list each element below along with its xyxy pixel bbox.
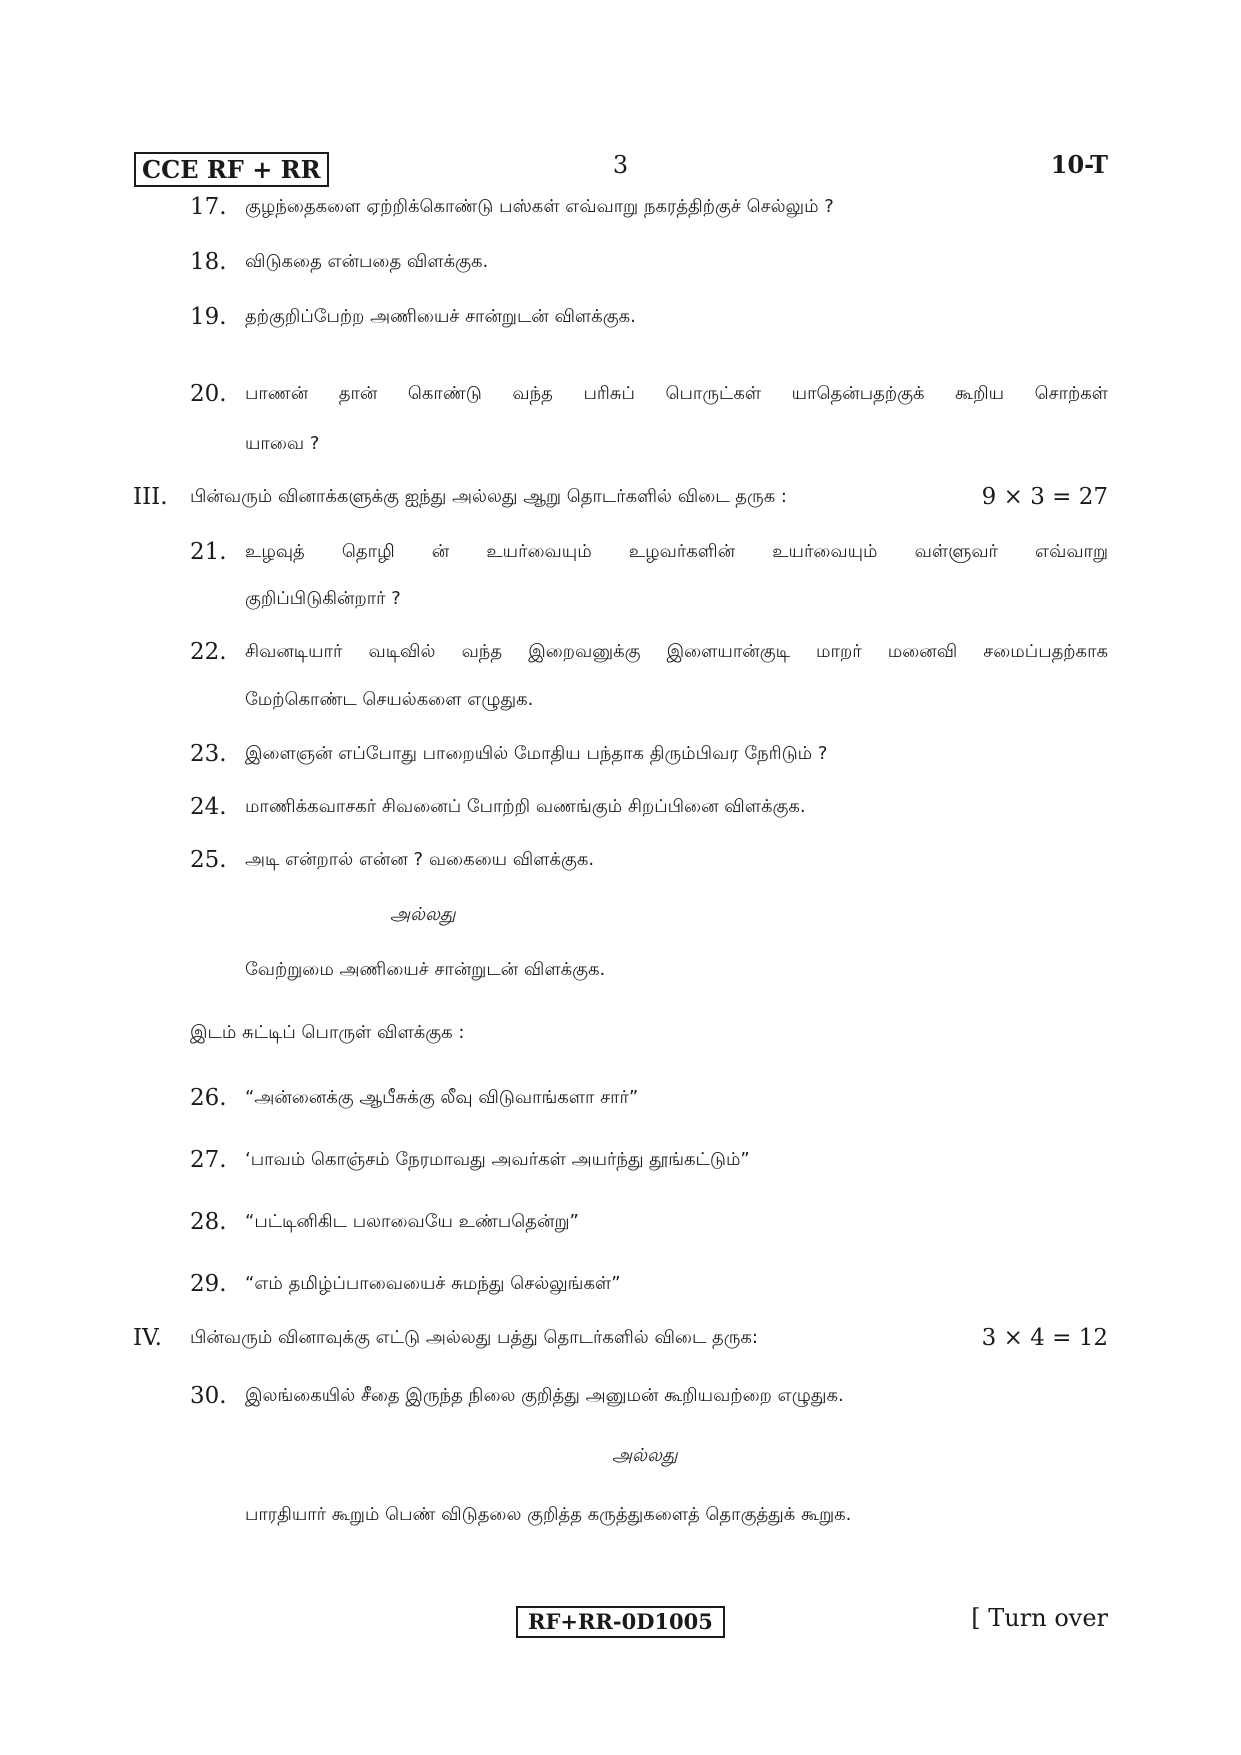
question-item (0, 1205, 1241, 1239)
question-item (0, 300, 1241, 334)
question-text: “அன்னைக்கு ஆபீசுக்கு லீவு விடுவாங்களா சார்” (245, 1087, 639, 1108)
question-number: 24. (190, 794, 227, 820)
question-alt-text: பாரதியார் கூறும் பெண் விடுதலை குறித்த கருத்துகளைத் தொகுத்துக் கூறுக. (245, 1504, 852, 1525)
context-instruction: இடம் சுட்டிப் பொருள் விளக்குக : (190, 1022, 465, 1043)
section-marks: 3 × 4 = 12 (981, 1325, 1108, 1351)
question-text: ‘பாவம் கொஞ்சம் நேரமாவது அவர்கள் அயர்ந்து தூங்கட்டும்” (245, 1149, 750, 1170)
section-heading (0, 1321, 1241, 1355)
question-text: விடுகதை என்பதை விளக்குக. (245, 251, 489, 272)
question-number: 25. (190, 847, 227, 873)
question-text: குழந்தைகளை ஏற்றிக்கொண்டு பஸ்கள் எவ்வாறு நகரத்திற்குச் செல்லும் ? (245, 196, 834, 217)
question-number: 20. (190, 381, 227, 407)
question-text-line1: சிவனடியார் வடிவில் வந்த இறைவனுக்கு இளையான்குடி மாறர் மனைவி சமைப்பதற்காக (245, 641, 1108, 662)
question-text: அடி என்றால் என்ன ? வகையை விளக்குக. (245, 849, 595, 870)
section-instruction: பின்வரும் வினாக்களுக்கு ஐந்து அல்லது ஆறு தொடர்களில் விடை தருக : (190, 486, 787, 507)
section-marks: 9 × 3 = 27 (981, 484, 1108, 510)
question-number: 29. (190, 1271, 227, 1297)
question-item (0, 245, 1241, 279)
question-alt-text: வேற்றுமை அணியைச் சான்றுடன் விளக்குக. (245, 959, 606, 980)
question-number: 23. (190, 741, 227, 767)
question-text-line2: குறிப்பிடுகின்றார் ? (245, 588, 401, 609)
section-roman-numeral: III. (133, 484, 168, 510)
question-number: 21. (190, 539, 227, 565)
question-text-line2: யாவை ? (245, 433, 320, 454)
question-item (0, 635, 1241, 669)
question-continuation (0, 427, 1241, 461)
header-right-code: 10-T (1050, 150, 1108, 179)
question-continuation (0, 582, 1241, 616)
question-text-line1: பாணன் தான் கொண்டு வந்த பரிசுப் பொருட்கள் யாதென்பதற்குக் கூறிய சொற்கள் (245, 383, 1108, 404)
question-number: 22. (190, 639, 227, 665)
question-item (0, 1267, 1241, 1301)
question-text: “எம் தமிழ்ப்பாவையைச் சுமந்து செல்லுங்கள்” (245, 1273, 621, 1294)
question-number: 17. (190, 194, 227, 220)
section-roman-numeral: IV. (133, 1325, 162, 1351)
question-text-line1: உழவுத் தொழி ன் உயர்வையும் உழவர்களின் உயர்வையும் வள்ளுவர் எவ்வாறு (245, 541, 1108, 562)
page-number: 3 (612, 151, 629, 179)
question-text: மாணிக்கவாசகர் சிவனைப் போற்றி வணங்கும் சிறப்பினை விளக்குக. (245, 796, 806, 817)
question-item (0, 1143, 1241, 1177)
question-item (0, 1081, 1241, 1115)
question-alternative (0, 953, 1241, 987)
question-text: தற்குறிப்பேற்ற அணியைச் சான்றுடன் விளக்குக. (245, 306, 636, 327)
question-number: 28. (190, 1209, 227, 1235)
or-separator: அல்லது (612, 1445, 678, 1466)
question-item (0, 1379, 1241, 1413)
question-text-line2: மேற்கொண்ட செயல்களை எழுதுக. (245, 689, 534, 710)
turn-over-note: [ Turn over (971, 1604, 1108, 1632)
question-item (0, 737, 1241, 771)
question-item (0, 843, 1241, 877)
context-heading (0, 1016, 1241, 1050)
question-number: 18. (190, 249, 227, 275)
question-alternative (0, 1498, 1241, 1532)
section-heading (0, 480, 1241, 514)
question-text: இலங்கையில் சீதை இருந்த நிலை குறித்து அனுமன் கூறியவற்றை எழுதுக. (245, 1385, 844, 1406)
question-number: 27. (190, 1147, 227, 1173)
header-left-code: CCE RF + RR (134, 152, 329, 187)
question-item (0, 190, 1241, 224)
question-item (0, 790, 1241, 824)
question-number: 19. (190, 304, 227, 330)
question-number: 30. (190, 1383, 227, 1409)
question-item (0, 377, 1241, 411)
section-instruction: பின்வரும் வினாவுக்கு எட்டு அல்லது பத்து தொடர்களில் விடை தருக: (190, 1327, 758, 1348)
question-text: இளைஞன் எப்போது பாறையில் மோதிய பந்தாக திரும்பிவர நேரிடும் ? (245, 743, 828, 764)
footer-code: RF+RR-0D1005 (516, 1606, 725, 1638)
or-separator: அல்லது (390, 904, 456, 925)
question-item (0, 535, 1241, 569)
question-text: “பட்டினிகிட பலாவையே உண்பதென்று” (245, 1211, 579, 1232)
question-continuation (0, 683, 1241, 717)
question-number: 26. (190, 1085, 227, 1111)
